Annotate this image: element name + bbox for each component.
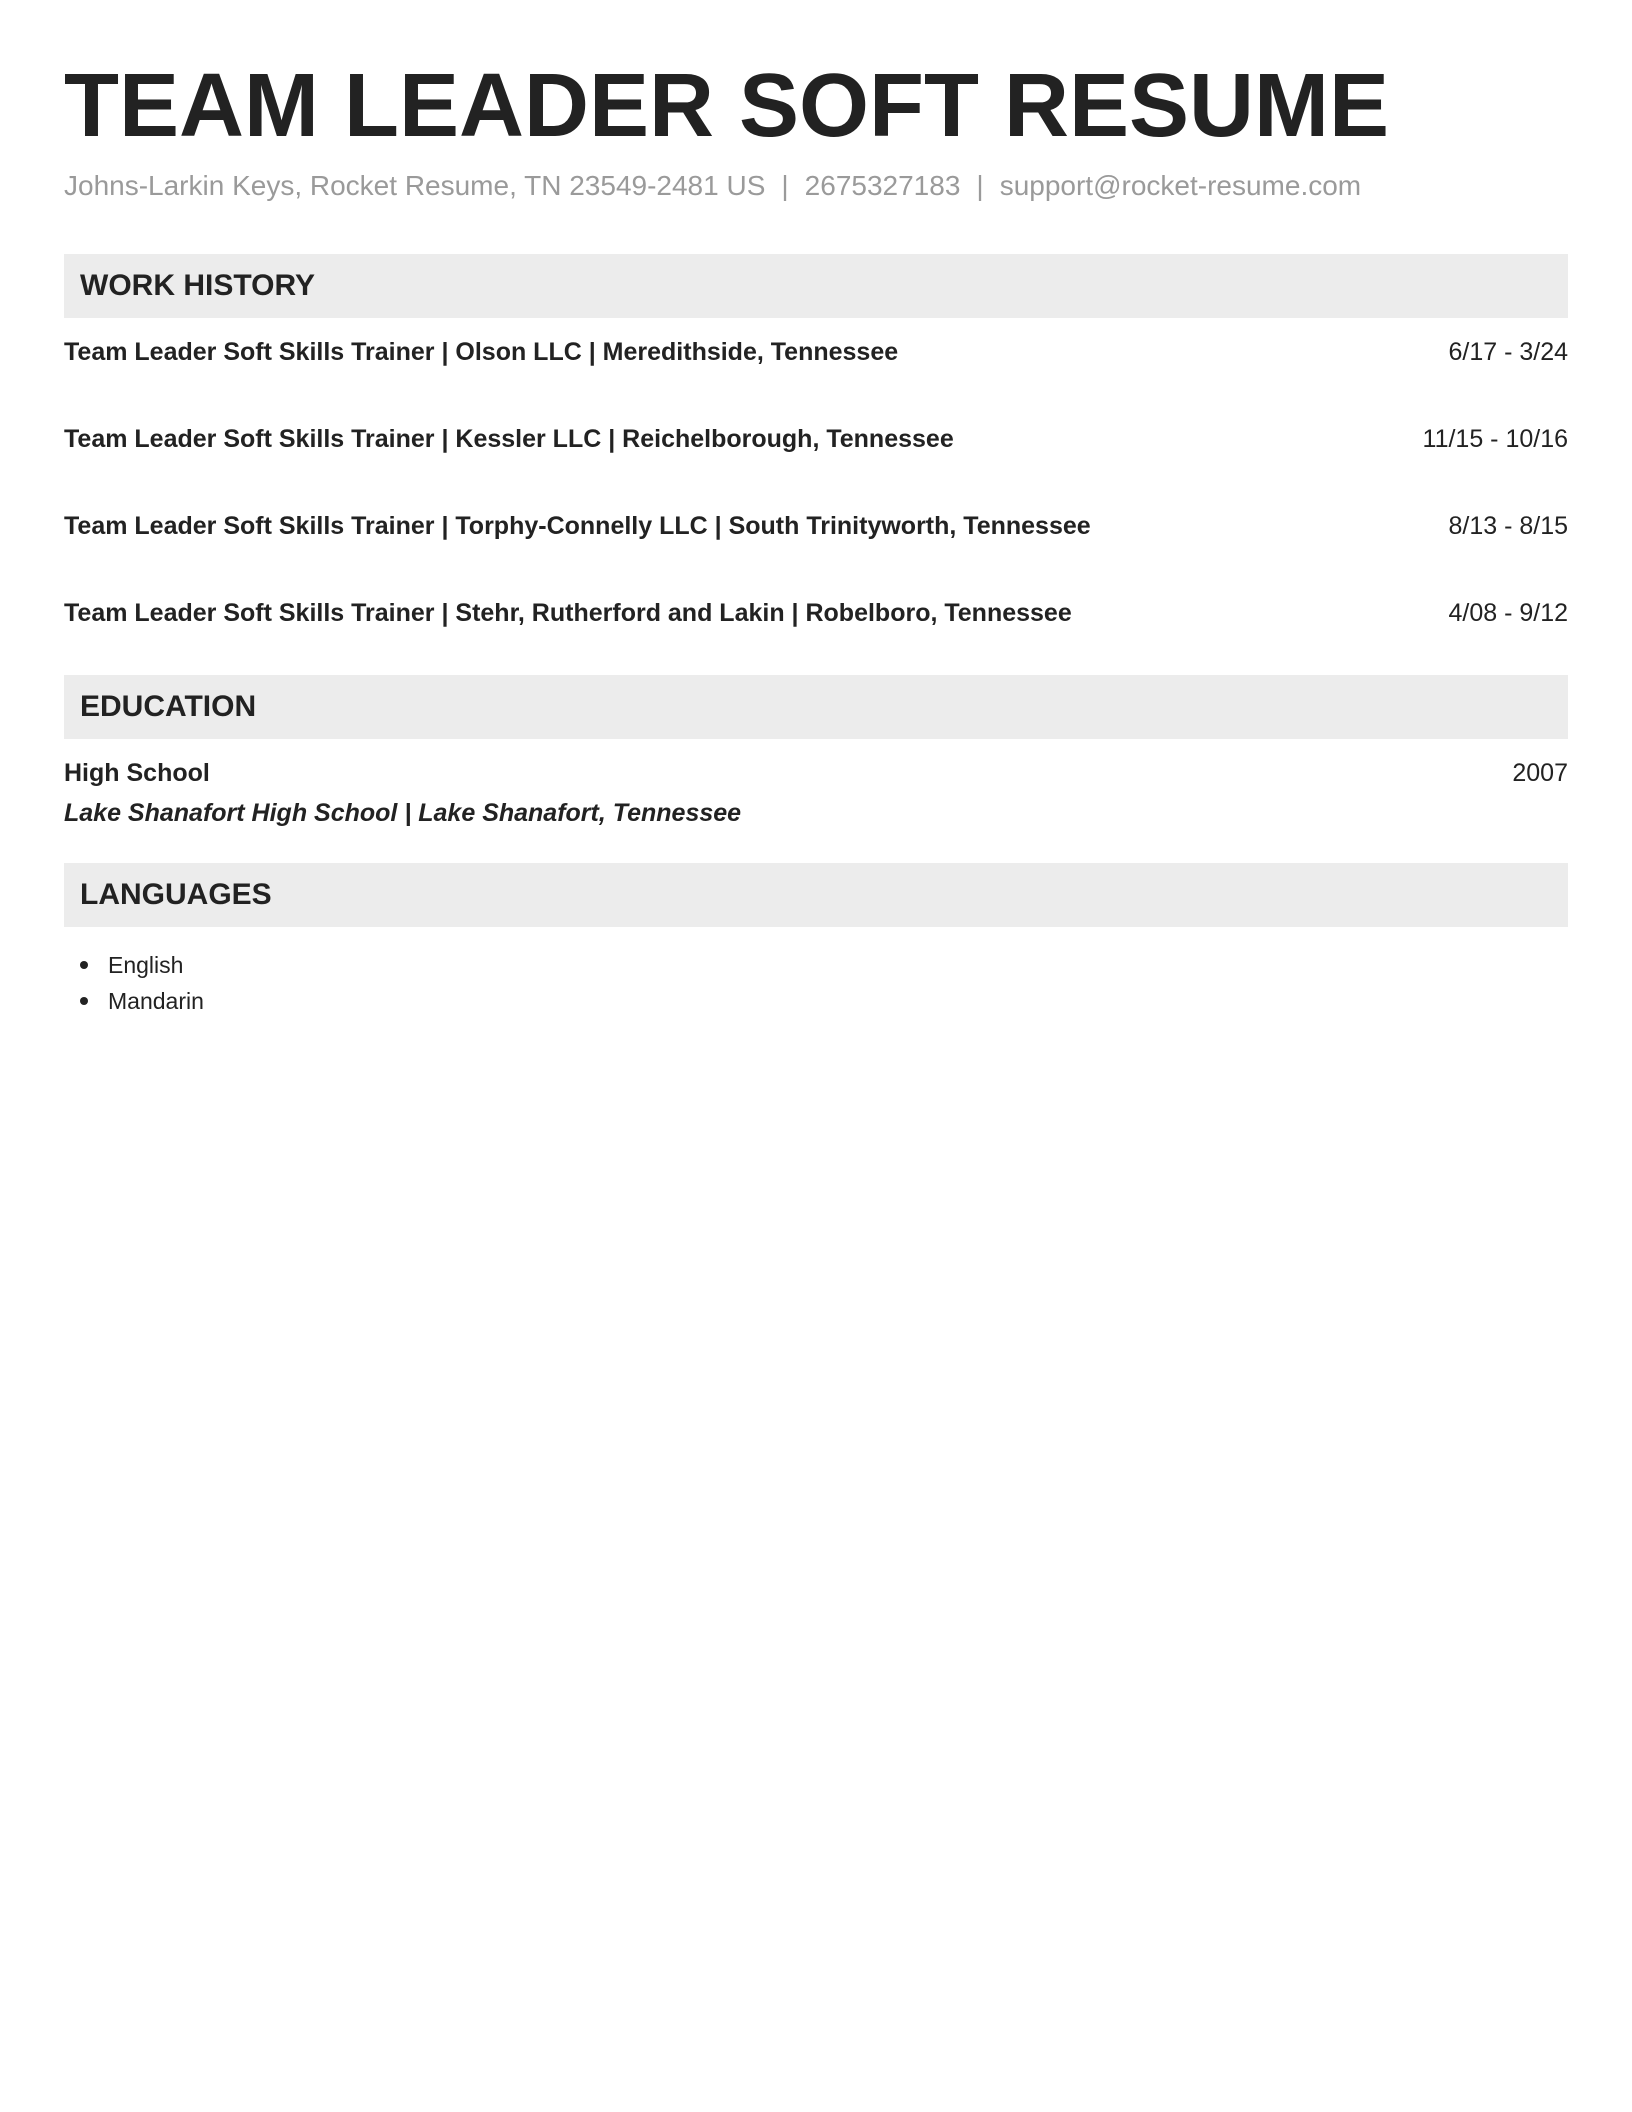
education-row — [64, 757, 1568, 789]
job-title: Team Leader Soft Skills Trainer | Stehr, Rutherford and Lakin | Robelboro, Tennessee — [64, 599, 1072, 627]
job-title: Team Leader Soft Skills Trainer | Torphy-Connelly LLC | South Trinityworth, Tennessee — [64, 512, 1091, 540]
section-header-work-history: WORK HISTORY — [64, 254, 1568, 318]
job-list — [64, 336, 1568, 629]
job-entry — [64, 597, 1568, 629]
job-dates: 11/15 - 10/16 — [1422, 425, 1568, 453]
education-entry — [64, 757, 1568, 829]
job-dates: 8/13 - 8/15 — [1448, 512, 1568, 540]
contact-separator: | — [976, 170, 984, 201]
section-header-education: EDUCATION — [64, 675, 1568, 739]
language-item — [80, 947, 1568, 983]
job-entry — [64, 336, 1568, 368]
language-list — [64, 947, 1568, 1019]
language-label: Mandarin — [108, 988, 204, 1014]
language-item — [80, 983, 1568, 1019]
contact-email: support@rocket-resume.com — [999, 170, 1362, 201]
education-degree: High School — [64, 759, 210, 787]
job-entry — [64, 510, 1568, 542]
section-header-languages: LANGUAGES — [64, 863, 1568, 927]
bullet-icon — [80, 997, 88, 1005]
contact-line — [64, 168, 1568, 204]
language-label: English — [108, 952, 184, 978]
contact-phone: 2675327183 — [804, 170, 961, 201]
job-title: Team Leader Soft Skills Trainer | Kessler LLC | Reichelborough, Tennessee — [64, 425, 954, 453]
job-title: Team Leader Soft Skills Trainer | Olson LLC | Meredithside, Tennessee — [64, 338, 899, 366]
education-school: Lake Shanafort High School | Lake Shanafort, Tennessee — [64, 799, 742, 827]
bullet-icon — [80, 961, 88, 969]
education-year: 2007 — [1512, 759, 1568, 787]
job-dates: 4/08 - 9/12 — [1448, 599, 1568, 627]
contact-separator: | — [781, 170, 789, 201]
job-entry — [64, 423, 1568, 455]
resume-title: TEAM LEADER SOFT RESUME — [64, 56, 1390, 156]
contact-address: Johns-Larkin Keys, Rocket Resume, TN 23549-2481 US — [64, 170, 766, 201]
job-dates: 6/17 - 3/24 — [1448, 338, 1568, 366]
